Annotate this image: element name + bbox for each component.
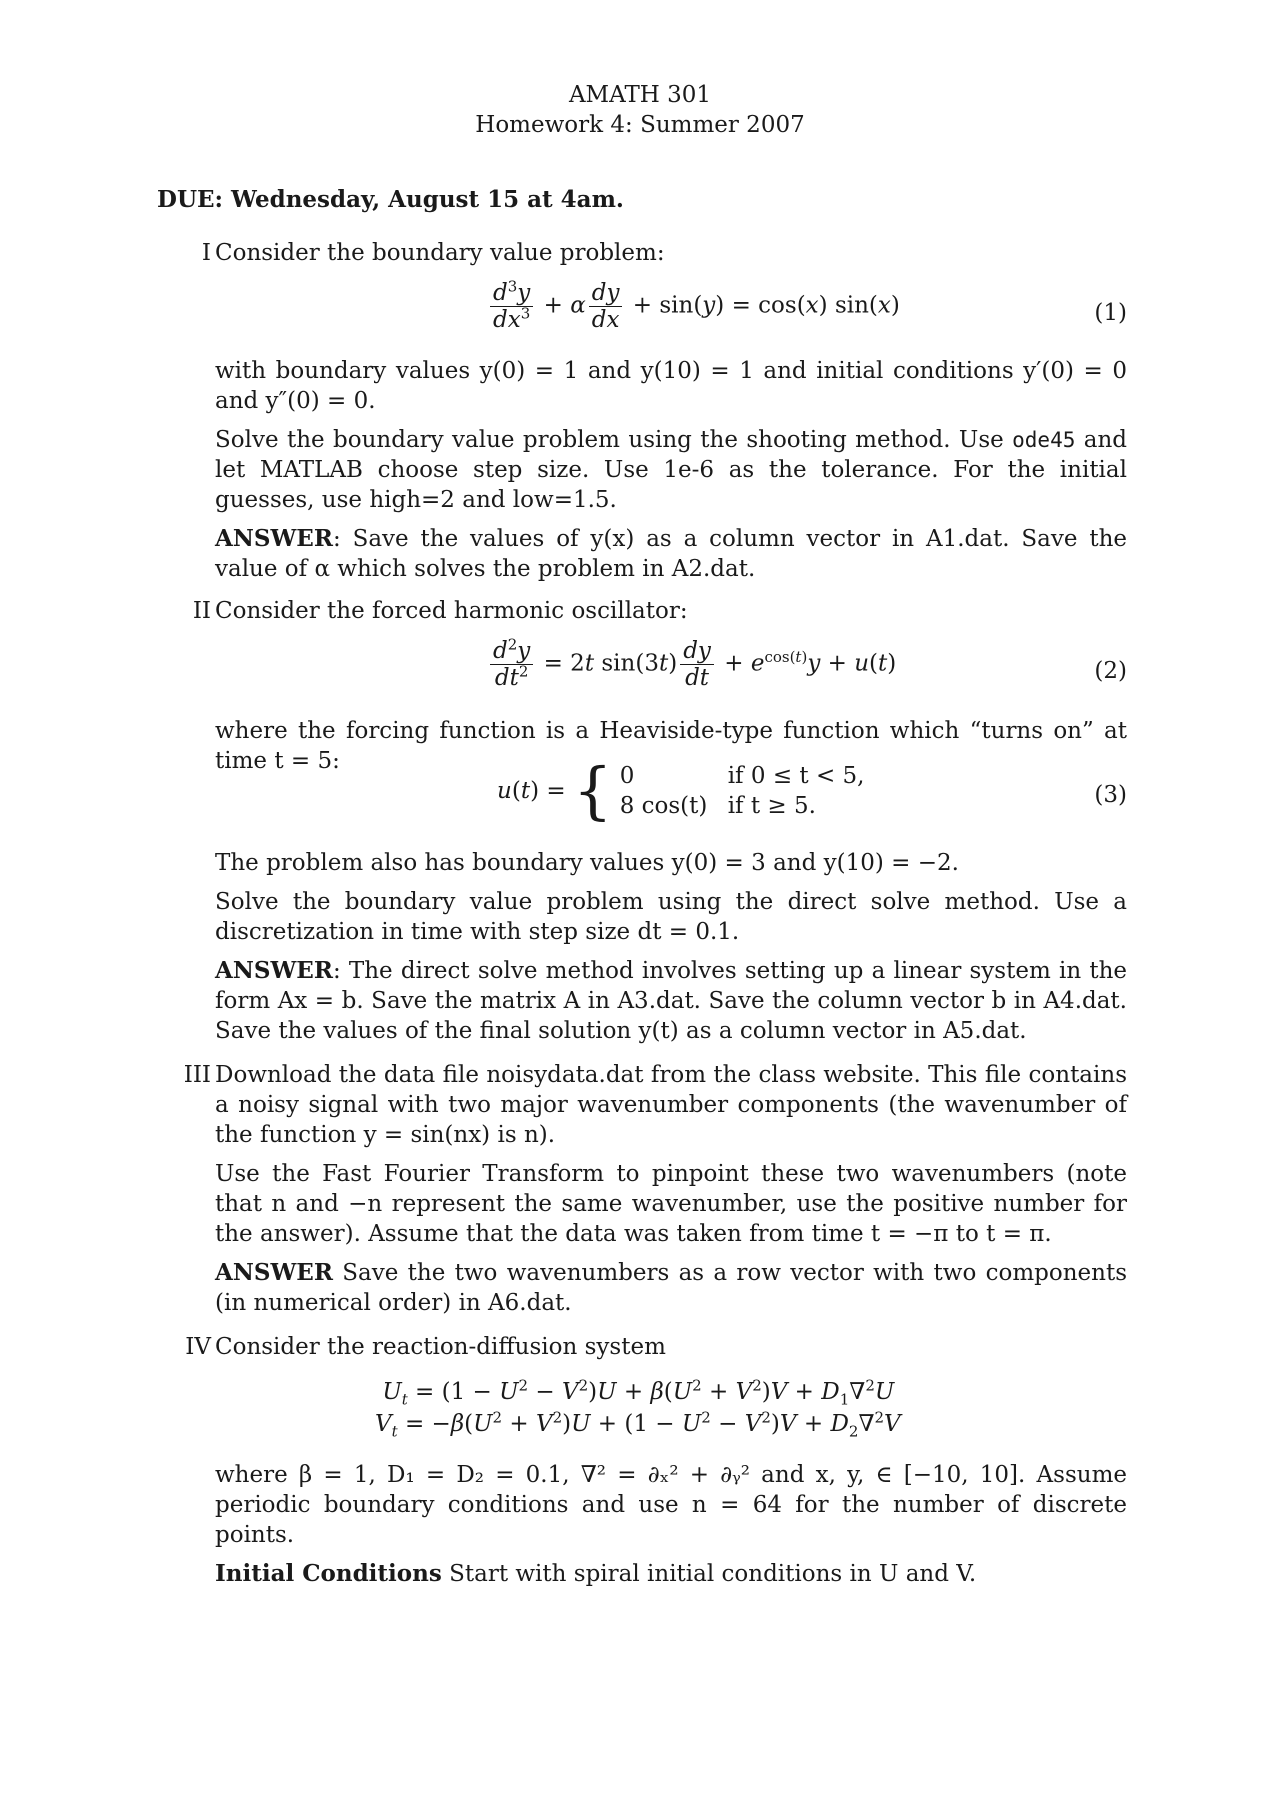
case-1-condition: if 0 ≤ t < 5, (727, 763, 865, 789)
case-1-value: 0 (619, 763, 635, 789)
equation-2-number: (2) (1094, 658, 1127, 684)
problem-2-answer: ANSWER: The direct solve method involves setting up a linear system in the form Ax = b. Save the matrix A in A3.dat. Save the column vector b in A4.dat. Save the values of the final solution y(t) as a column vector in A5.dat. (215, 957, 1127, 1044)
answer-label: ANSWER (215, 957, 333, 984)
equation-2: $\frac{d^2y}{dt^2}$ = 2t sin(3t) $\frac{dy}{dt}$ + $e^{cos(t)}y + u(t)$ (487, 638, 896, 691)
problem-3-intro: Download the data file noisydata.dat from the class website. This file contains a noisy signal with two major wavenumber components (the wavenumber of the function y = sin(nx) is n). (215, 1062, 1127, 1148)
document-header (0, 80, 1280, 140)
equation-v: $V_t = -\beta(U^2 + V^2)U + (1 - U^2 - V^2)V + D_2\nabla^2V$ (375, 1408, 901, 1441)
equation-1-number: (1) (1094, 300, 1127, 326)
problem-4-initial-conditions: Initial Conditions Start with spiral initial conditions in U and V. (215, 1560, 977, 1587)
problem-2-text (215, 848, 1127, 1055)
equation-3: u(t) = { 0 if 0 ≤ t < 5, 8 cos(t) if t ≥ 5. (497, 754, 865, 827)
problem-3 (157, 1060, 1127, 1330)
problem-4 (157, 1332, 1127, 1587)
due-date: DUE: Wednesday, August 15 at 4am. (157, 186, 624, 213)
course-title: AMATH 301 (568, 82, 712, 108)
problem-1-label: I (201, 240, 211, 266)
problem-2-label: II (192, 598, 211, 624)
problem-1-method: Solve the boundary value problem using the shooting method. Use ode45 and let MATLAB choose step size. Use 1e-6 as the tolerance. For the initial guesses, use high=2 and low=1.5. (215, 427, 1128, 513)
problem-4-parameters: where β = 1, D₁ = D₂ = 0.1, ∇² = ∂ₓ² + ∂ᵧ² and x, y, ∈ [−10, 10]. Assume periodic boundary conditions and use n = 64 for the number of discrete points. (215, 1462, 1127, 1548)
problem-3-answer: ANSWER Save the two wavenumbers as a row vector with two components (in numerical order) in A6.dat. (215, 1259, 1127, 1316)
equation-3-number: (3) (1094, 782, 1127, 808)
problem-4-text (215, 1460, 1127, 1598)
problem-4-label: IV (185, 1334, 211, 1360)
problem-2-body (215, 596, 1127, 635)
problem-1-body (215, 238, 1127, 277)
problem-2-boundary-values: The problem also has boundary values y(0) = 3 and y(10) = −2. (215, 850, 959, 876)
equation-1: $\frac{d^3y}{dx^3}$ + α $\frac{dy}{dx}$ + sin(y) = cos(x) sin(x) (487, 280, 900, 333)
problem-4-intro: Consider the reaction-diffusion system (215, 1334, 666, 1360)
equation-u: $U_t = (1 - U^2 - V^2)U + \beta(U^2 + V^2)V + D_1\nabla^2U$ (382, 1376, 895, 1409)
problem-3-body (215, 1060, 1127, 1327)
case-2-condition: if t ≥ 5. (727, 793, 816, 819)
answer-label: ANSWER (215, 1259, 333, 1286)
problem-1-text (215, 356, 1127, 593)
problem-3-method: Use the Fast Fourier Transform to pinpoint these two wavenumbers (note that n and −n represent the same wavenumber, use the positive number for the answer). Assume that the data was taken from time t = −π to t = π. (215, 1161, 1127, 1247)
problem-2-intro: Consider the forced harmonic oscillator: (215, 598, 688, 624)
problem-1 (157, 238, 1128, 582)
problem-2-forcing: where the forcing function is a Heaviside-type function which “turns on” at time t = 5: (215, 718, 1127, 774)
ode45-code: ode45 (1012, 428, 1076, 452)
reaction-diffusion-system (375, 1376, 901, 1440)
problem-4-body (215, 1332, 1127, 1371)
case-2-value: 8 cos(t) (619, 793, 708, 819)
problem-2-method: Solve the boundary value problem using the direct solve method. Use a discretization in time with step size dt = 0.1. (215, 889, 1127, 945)
problem-1-answer: ANSWER: Save the values of y(x) as a column vector in A1.dat. Save the value of α which solves the problem in A2.dat. (215, 525, 1127, 582)
problem-1-intro: Consider the boundary value problem: (215, 240, 665, 266)
problem-2 (157, 596, 1127, 1056)
initial-conditions-label: Initial Conditions (215, 1560, 442, 1587)
answer-label: ANSWER (215, 525, 333, 552)
problem-1-boundary-values: with boundary values y(0) = 1 and y(10) = 1 and initial conditions y′(0) = 0 and y″(0) = 0. (215, 358, 1127, 414)
problem-3-label: III (183, 1062, 211, 1088)
homework-title: Homework 4: Summer 2007 (475, 112, 805, 138)
